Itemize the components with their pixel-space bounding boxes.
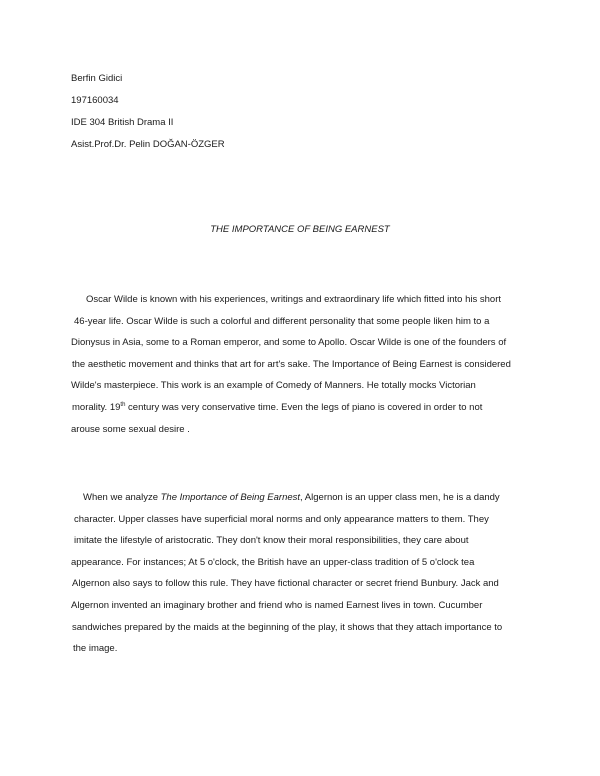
paragraph-line: the aesthetic movement and thinks that art for art's sake. The Importance of Being Earnest is considered xyxy=(72,358,511,370)
paragraph-line: Oscar Wilde is known with his experiences, writings and extraordinary life which fitted into his short xyxy=(86,294,502,305)
paragraph-line: character. Upper classes have superficial moral norms and only appearance matters to them. They xyxy=(74,513,489,525)
paragraph-line: sandwiches prepared by the maids at the beginning of the play, it shows that they attach importance to xyxy=(72,621,503,633)
paragraph-line: Dionysus in Asia, some to a Roman emperor, and some to Apollo. Oscar Wilde is one of the founders of xyxy=(71,337,507,349)
paragraph-line: Algernon invented an imaginary brother and friend who is named Earnest lives in town. Cucumber xyxy=(71,599,483,611)
paragraph-line: Algernon also says to follow this rule. They have fictional character or secret friend Bunbury. Jack and xyxy=(72,578,499,590)
author-name: Berfin Gidici xyxy=(71,73,123,84)
paragraph-line: imitate the lifestyle of aristocratic. They don't know their moral responsibilities, they care about xyxy=(74,535,469,547)
line-text: century was very conservative time. Even the legs of piano is covered in order to not xyxy=(125,401,483,413)
paragraph-line: the image. xyxy=(73,643,118,655)
paragraph-line: appearance. For instances; At 5 o'clock, the British have an upper-class tradition of 5 o'clock tea xyxy=(71,556,475,568)
paragraph-line xyxy=(71,397,541,419)
paragraph-line xyxy=(71,487,541,509)
paragraph-line: 46-year life. Oscar Wilde is such a colorful and different personality that some people liken him to a xyxy=(74,315,490,327)
paragraph-line: arouse some sexual desire . xyxy=(71,423,190,435)
author-header xyxy=(71,68,225,156)
student-id: 197160034 xyxy=(71,95,119,106)
paragraph-1 xyxy=(71,289,541,440)
line-text: , Algernon is an upper class men, he is a dandy xyxy=(300,492,500,503)
play-title-italic: The Importance of Being Earnest xyxy=(160,492,301,503)
course-name: IDE 304 British Drama II xyxy=(71,117,174,128)
paragraph-2 xyxy=(71,487,541,660)
superscript: th xyxy=(120,401,126,408)
essay-title: THE IMPORTANCE OF BEING EARNEST xyxy=(210,224,390,235)
instructor-name: Asist.Prof.Dr. Pelin DOĞAN-ÖZGER xyxy=(71,139,225,150)
line-text: morality. 19 xyxy=(72,401,121,413)
paragraph-line: Wilde's masterpiece. This work is an example of Comedy of Manners. He totally mocks Victorian xyxy=(71,380,476,392)
line-text: When we analyze xyxy=(83,492,161,503)
